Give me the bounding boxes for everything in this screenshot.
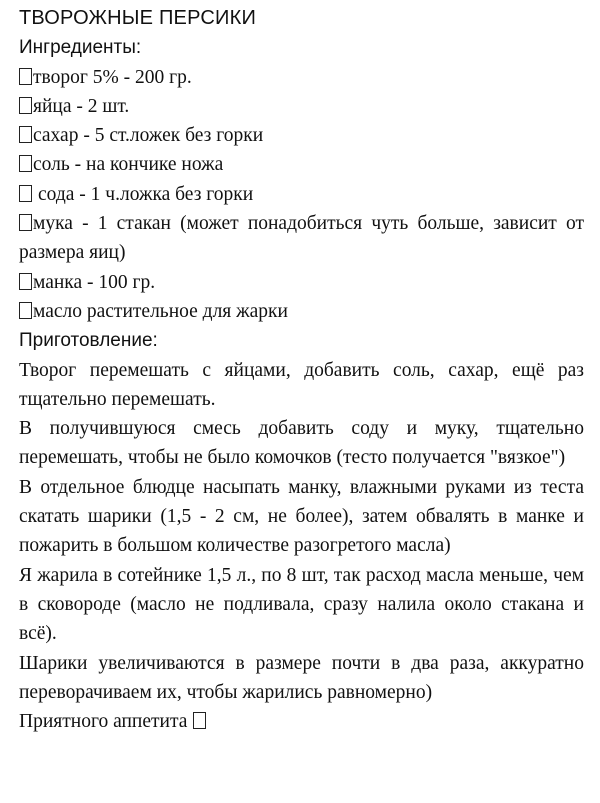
ingredient-text: сода - 1 ч.ложка без горки (38, 183, 254, 205)
preparation-step: Творог перемешать с яйцами, добавить соль, сахар, ещё раз тщательно перемешать. (19, 359, 584, 410)
preparation-step: В получившуюся смесь добавить соду и муку, тщательно перемешать, чтобы не было комочков (тесто получается "вязкое") (19, 418, 584, 469)
ingredient-text: сахар - 5 ст.ложек без горки (33, 125, 264, 147)
ingredient-item (19, 92, 584, 121)
checkbox-icon (19, 273, 32, 290)
ingredient-item (19, 297, 584, 326)
preparation-step: В отдельное блюдце насыпать манку, влажными руками из теста скатать шарики (1,5 - 2 см, не более), затем обвалять в манке и пожарить в большом количестве разогретого масла) (19, 476, 584, 557)
ingredient-item (19, 150, 584, 179)
ingredient-text: творог 5% - 200 гр. (33, 66, 192, 88)
closing-line (19, 707, 584, 736)
checkbox-icon (19, 97, 32, 114)
checkbox-icon (193, 712, 206, 729)
ingredient-text: яйца - 2 шт. (33, 95, 130, 117)
closing-text: Приятного аппетита (19, 711, 188, 733)
checkbox-icon (19, 155, 32, 172)
recipe-title: ТВОРОЖНЫЕ ПЕРСИКИ (19, 7, 257, 29)
ingredient-item (19, 209, 584, 268)
ingredient-text: соль - на кончике ножа (33, 154, 224, 176)
ingredient-text: масло растительное для жарки (33, 300, 288, 322)
ingredient-item (19, 121, 584, 150)
preparation-step: Шарики увеличиваются в размере почти в два раза, аккуратно переворачиваем их, чтобы жарились равномерно) (19, 652, 584, 703)
checkbox-icon (19, 214, 32, 231)
ingredient-text: мука - 1 стакан (может понадобиться чуть больше, зависит от размера яиц) (19, 213, 584, 264)
checkbox-icon (19, 126, 32, 143)
ingredient-item (19, 180, 584, 209)
checkbox-icon (19, 302, 32, 319)
ingredient-item (19, 63, 584, 92)
checkbox-icon (19, 185, 32, 202)
preparation-heading: Приготовление: (19, 330, 158, 352)
checkbox-icon (19, 68, 32, 85)
ingredient-text: манка - 100 гр. (33, 271, 156, 293)
ingredient-item (19, 268, 584, 297)
ingredients-heading: Ингредиенты: (19, 37, 142, 59)
preparation-step: Я жарила в сотейнике 1,5 л., по 8 шт, так расход масла меньше, чем в сковороде (масло не подливала, сразу налила около стакана и всё). (19, 564, 584, 645)
